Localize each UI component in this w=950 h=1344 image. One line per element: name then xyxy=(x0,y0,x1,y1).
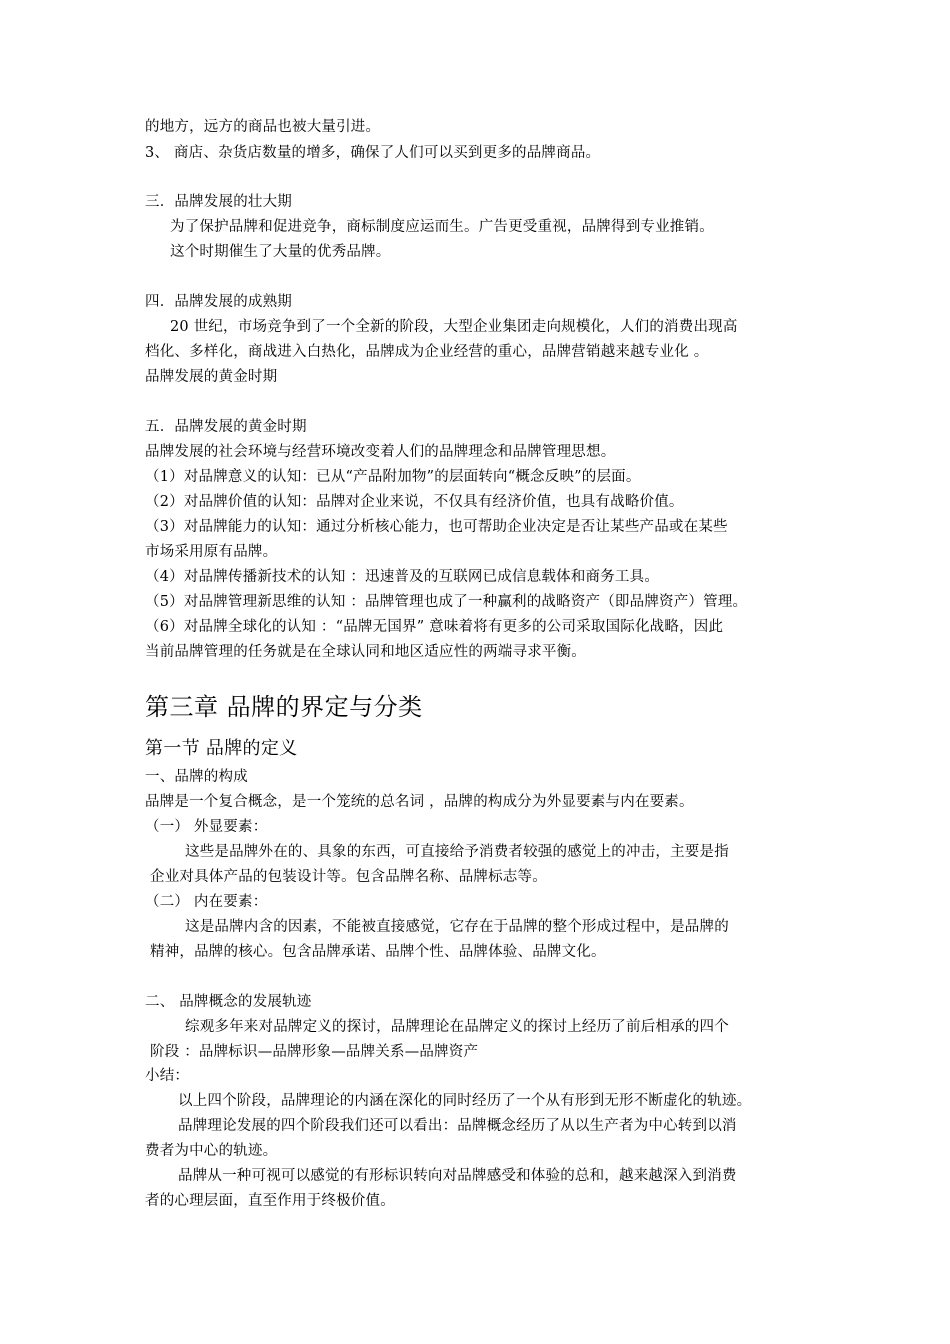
paragraph-line: 阶段 ：品牌标识—品牌形象—品牌关系—品牌资产 xyxy=(150,1044,479,1060)
paragraph-line: 品牌发展的黄金时期 xyxy=(145,369,278,385)
list-item: （6）对品牌全球化的认知 ：“品牌无国界” 意味着将有更多的公司采取国际化战略，因此 xyxy=(145,619,724,635)
paragraph-line: 品牌发展的社会环境与经营环境改变着人们的品牌理念和品牌管理思想。 xyxy=(145,444,616,460)
list-item: （5）对品牌管理新思维的认知 ：品牌管理也成了一种赢利的战略资产（即品牌资产）管理。 xyxy=(145,594,748,610)
list-item: （1）对品牌意义的认知：已从“产品附加物”的层面转向“概念反映”的层面。 xyxy=(145,469,641,485)
subsection-heading: 二、 品牌概念的发展轨迹 xyxy=(145,994,312,1010)
text-line: 的地方，远方的商品也被大量引进。 xyxy=(145,119,381,135)
paragraph-line: 20 世纪，市场竞争到了一个全新的阶段，大型企业集团走向规模化，人们的消费出现高 xyxy=(170,319,738,335)
paragraph-line: 这些是品牌外在的、具象的东西，可直接给予消费者较强的感觉上的冲击，主要是指 xyxy=(185,844,729,860)
paragraph-line: 精神，品牌的核心。包含品牌承诺、品牌个性、品牌体验、品牌文化。 xyxy=(150,944,606,960)
paragraph-line: 这是品牌内含的因素，不能被直接感觉，它存在于品牌的整个形成过程中，是品牌的 xyxy=(185,919,729,935)
sub-heading: （二） 内在要素： xyxy=(145,894,268,910)
section-heading: 四．品牌发展的成熟期 xyxy=(145,294,292,310)
list-item: （3）对品牌能力的认知：通过分析核心能力，也可帮助企业决定是否让某些产品或在某些 xyxy=(145,519,728,535)
list-item-continuation: 市场采用原有品牌。 xyxy=(145,544,278,560)
sub-heading: （一） 外显要素： xyxy=(145,819,268,835)
paragraph-line: 为了保护品牌和促进竞争，商标制度应运而生。广告更受重视，品牌得到专业推销。 xyxy=(170,219,714,235)
paragraph-line: 这个时期催生了大量的优秀品牌。 xyxy=(170,244,391,260)
section-heading: 五．品牌发展的黄金时期 xyxy=(145,419,307,435)
paragraph-line: 品牌理论发展的四个阶段我们还可以看出：品牌概念经历了从以生产者为中心转到以消 xyxy=(178,1118,737,1134)
paragraph-line: 品牌是一个复合概念，是一个笼统的总名词 ，品牌的构成分为外显要素与内在要素。 xyxy=(145,794,694,810)
list-item-3: 3、 商店、杂货店数量的增多，确保了人们可以买到更多的品牌商品。 xyxy=(145,145,601,161)
list-item: （2）对品牌价值的认知：品牌对企业来说，不仅具有经济价值，也具有战略价值。 xyxy=(145,494,684,510)
section-heading: 三．品牌发展的壮大期 xyxy=(145,194,292,210)
list-item-continuation: 当前品牌管理的任务就是在全球认同和地区适应性的两端寻求平衡。 xyxy=(145,644,586,660)
summary-label: 小结： xyxy=(145,1068,190,1084)
paragraph-line: 综观多年来对品牌定义的探讨，品牌理论在品牌定义的探讨上经历了前后相承的四个 xyxy=(185,1019,729,1035)
paragraph-line: 品牌从一种可视可以感觉的有形标识转向对品牌感受和体验的总和，越来越深入到消费 xyxy=(178,1168,737,1184)
subsection-heading: 一、品牌的构成 xyxy=(145,769,248,785)
section-title: 第一节 品牌的定义 xyxy=(145,738,298,759)
paragraph-line: 者的心理层面，直至作用于终极价值。 xyxy=(145,1193,395,1209)
paragraph-line: 以上四个阶段，品牌理论的内涵在深化的同时经历了一个从有形到无形不断虚化的轨迹。 xyxy=(178,1093,752,1109)
paragraph-line: 费者为中心的轨迹。 xyxy=(145,1143,278,1159)
list-item: （4）对品牌传播新技术的认知 ：迅速普及的互联网已成信息载体和商务工具。 xyxy=(145,569,660,585)
paragraph-line: 档化、多样化，商战进入白热化，品牌成为企业经营的重心，品牌营销越来越专业化 。 xyxy=(145,344,709,360)
chapter-title: 第三章 品牌的界定与分类 xyxy=(145,693,423,721)
paragraph-line: 企业对具体产品的包装设计等。包含品牌名称、品牌标志等。 xyxy=(150,869,547,885)
